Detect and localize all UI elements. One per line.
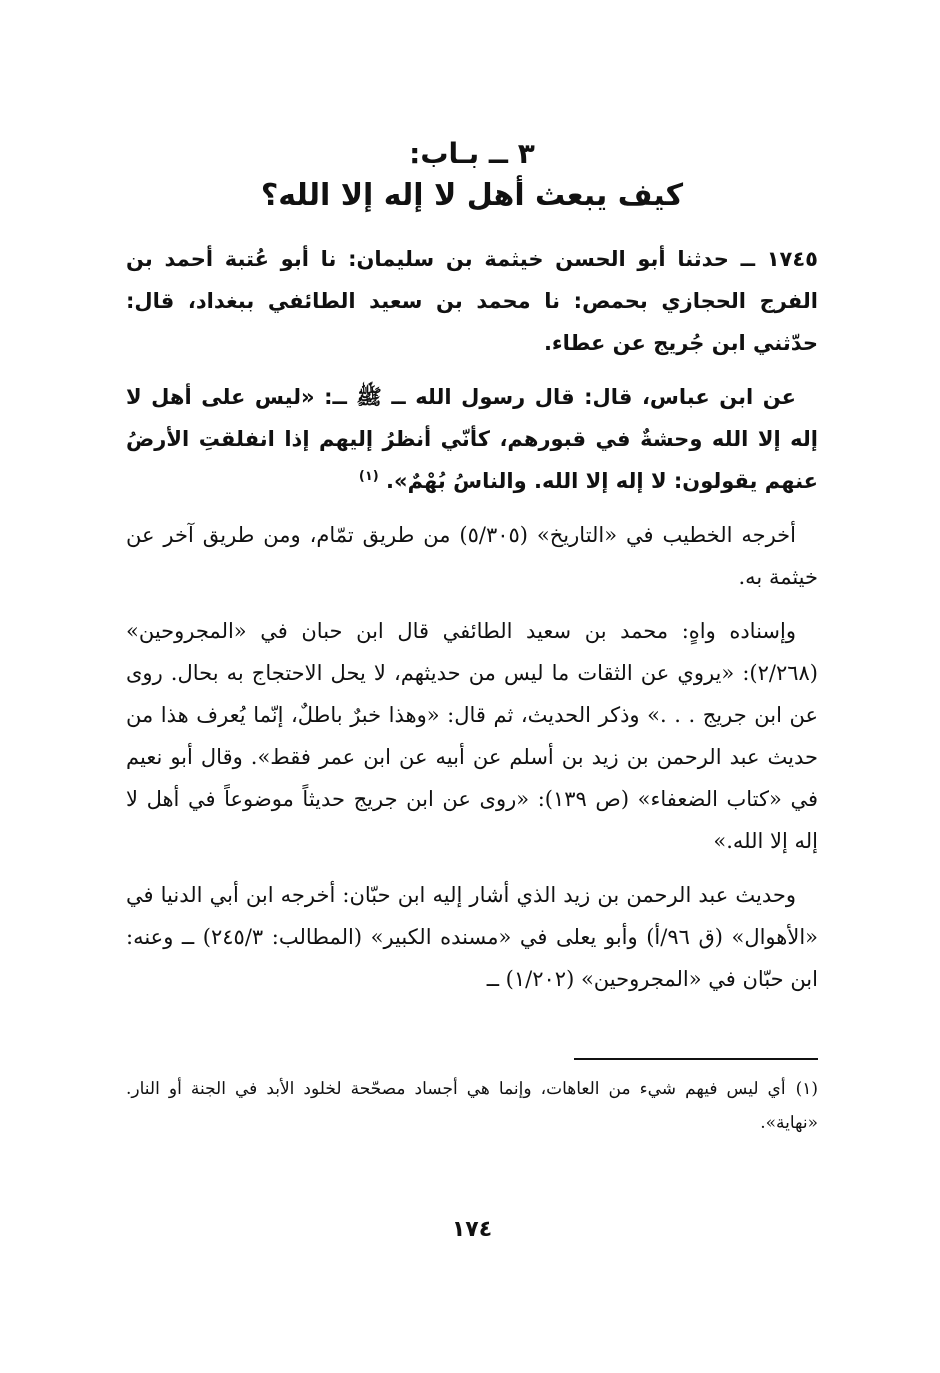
commentary-paragraph: أخرجه الخطيب في «التاريخ» (٥/٣٠٥) من طريق تمّام، ومن طريق آخر عن خيثمة به. [126, 523, 818, 589]
footnote-divider [574, 1058, 818, 1060]
commentary-block-2 [126, 610, 818, 862]
commentary-block-3 [126, 874, 818, 1000]
chapter-number: ٣ ــ بـاب: [409, 137, 535, 170]
footnote-marker: (١) [795, 1079, 818, 1099]
hadith-matn [126, 376, 818, 502]
hadith-matn-block [126, 376, 818, 502]
footnote-reference[interactable]: (١) [358, 469, 379, 484]
hadith-matn-text: عن ابن عباس، قال: قال رسول الله ــ ﷺ ــ: «ليس على أهل لا إله إلا الله وحشةٌ في قبورهم، كأنّي أنظرُ إليهم إذا انفلقتِ الأرضُ عنهم يقولون: لا إله إلا الله. والناسُ بُهْمٌ». [126, 385, 818, 493]
hadith-isnad [126, 238, 818, 364]
hadith-isnad-block [126, 238, 818, 364]
hadith-isnad-text: ــ حدثنا أبو الحسن خيثمة بن سليمان: نا أبو عُتبة أحمد بن الفرج الحجازي بحمص: نا محمد بن سعيد الطائفي ببغداد، قال: حدّثني ابن جُريج عن عطاء. [126, 247, 818, 355]
hadith-number: ١٧٤٥ [766, 247, 819, 271]
chapter-title: كيف يبعث أهل لا إله إلا الله؟ [260, 178, 684, 213]
commentary-block-1 [126, 514, 818, 598]
footnote-text: أي ليس فيهم شيء من العاهات، وإنما هي أجساد مصحّحة لخلود الأبد في الجنة أو النار. «نهاية». [126, 1079, 818, 1133]
commentary-paragraph: وحديث عبد الرحمن بن زيد الذي أشار إليه ابن حبّان: أخرجه ابن أبي الدنيا في «الأهوال» (ق ٩٦/أ) وأبو يعلى في «مسنده الكبير» (المطالب: ٢٤٥/٣) ــ وعنه: ابن حبّان في «المجروحين» (١/٢٠٢) ــ [126, 883, 819, 991]
footnote-1 [126, 1072, 818, 1140]
page-number: ١٧٤ [451, 1217, 493, 1242]
book-page [126, 120, 818, 1280]
commentary-paragraph: وإسناده واهٍ: محمد بن سعيد الطائفي قال ابن حبان في «المجروحين» (٢/٢٦٨): «يروي عن الثقات ما ليس من حديثهم، لا يحل الاحتجاج به بحال. روى عن ابن جريج . . .» وذكر الحديث، ثم قال: «وهذا خبرٌ باطلٌ، إنّما يُعرف هذا من حديث عبد الرحمن بن زيد بن أسلم عن أبيه عن ابن عمر فقط». وقال أبو نعيم في «كتاب الضعفاء» (ص ١٣٩): «روى عن ابن جريج حديثاً موضوعاً في أهل لا إله إلا الله.» [126, 619, 819, 853]
